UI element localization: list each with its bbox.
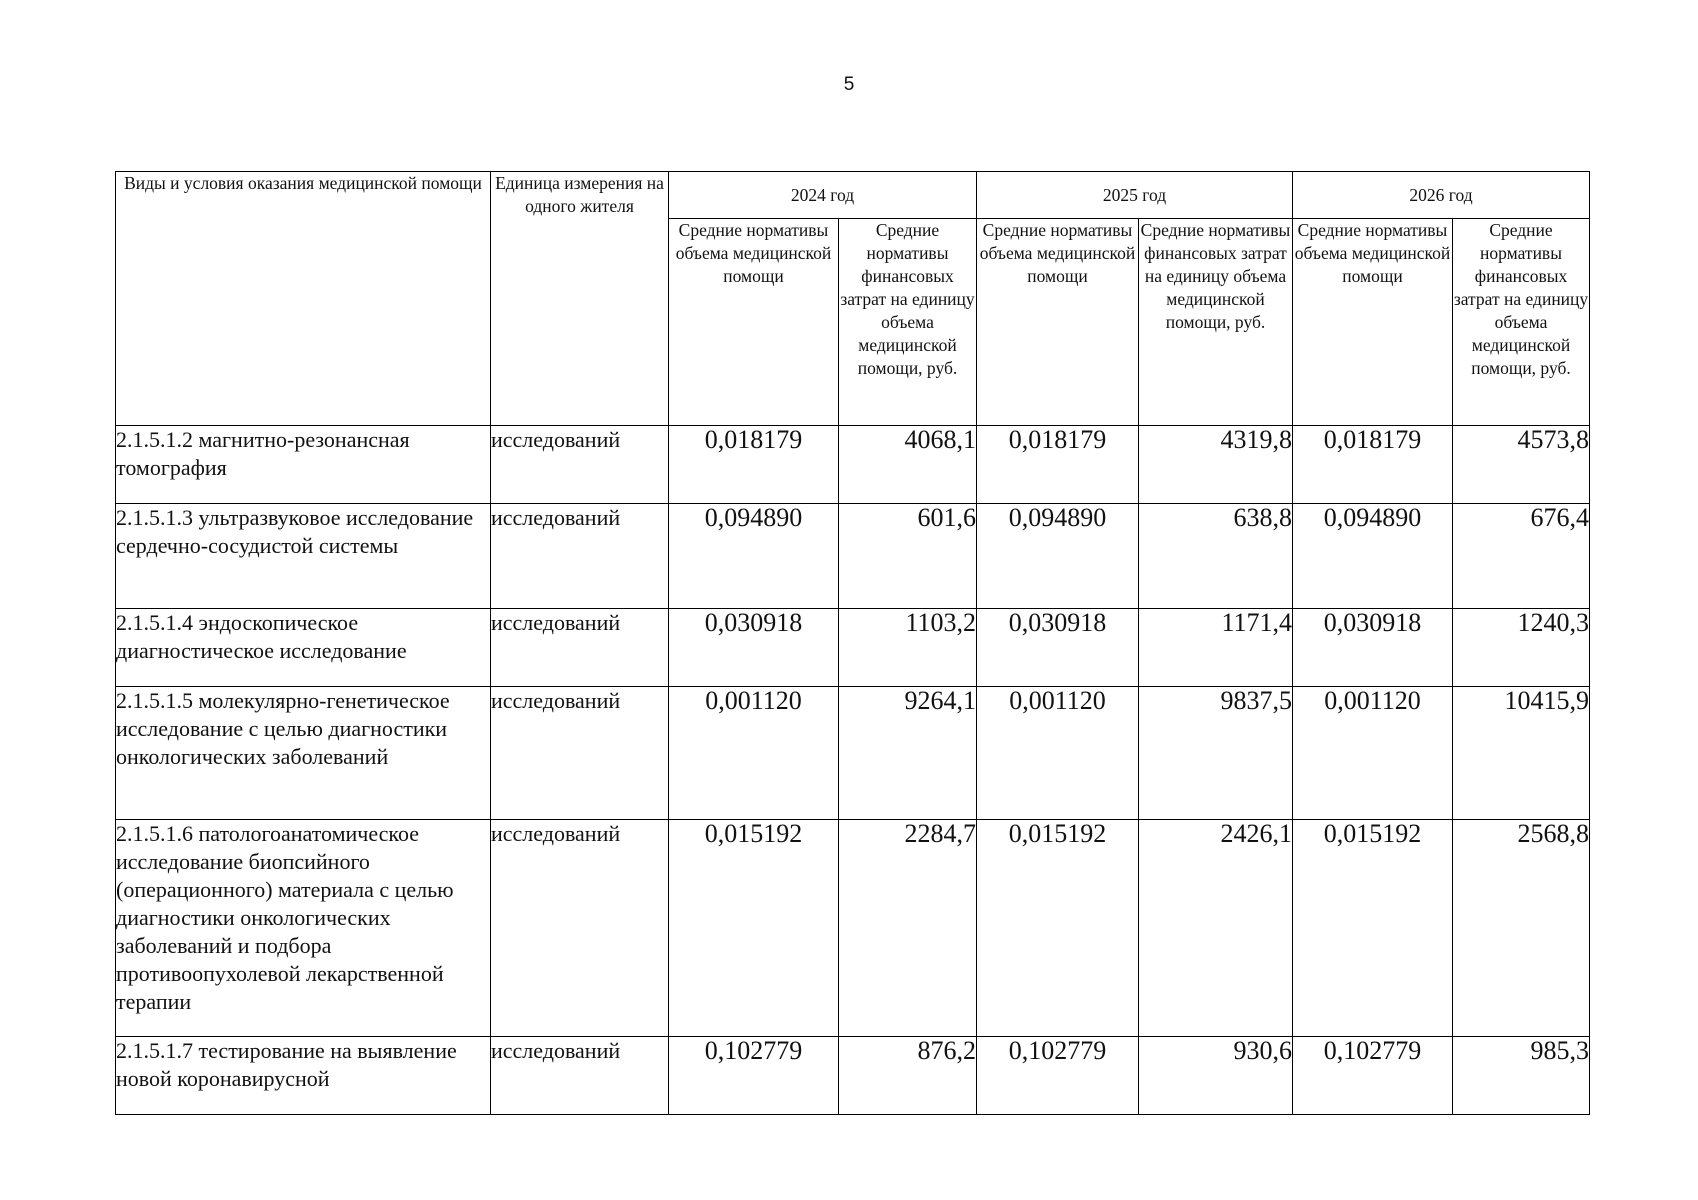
row-unit: исследований	[491, 609, 669, 687]
cost-2025: 4319,8	[1139, 426, 1293, 504]
row-unit: исследований	[491, 1037, 669, 1115]
cost-2024: 601,6	[839, 504, 977, 609]
cost-2025: 638,8	[1139, 504, 1293, 609]
volume-2025: 0,094890	[977, 504, 1139, 609]
volume-2026: 0,094890	[1293, 504, 1453, 609]
header-cost-2025: Средние нормативы финансовых затрат на единицу объема медицинской помощи, руб.	[1139, 219, 1293, 426]
volume-2024: 0,015192	[669, 820, 839, 1037]
volume-2024: 0,094890	[669, 504, 839, 609]
volume-2025: 0,015192	[977, 820, 1139, 1037]
table-row	[116, 820, 1590, 1037]
row-name: 2.1.5.1.6 патологоанатомическое исследование биопсийного (операционного) материала с целью диагностики онкологических заболеваний и подбора противоопухолевой лекарственной терапии	[116, 820, 491, 1037]
volume-2026: 0,030918	[1293, 609, 1453, 687]
cost-2025: 930,6	[1139, 1037, 1293, 1115]
row-name: 2.1.5.1.3 ультразвуковое исследование сердечно-сосудистой системы	[116, 504, 491, 609]
row-unit: исследований	[491, 504, 669, 609]
row-name: 2.1.5.1.2 магнитно-резонансная томография	[116, 426, 491, 504]
norms-table	[115, 171, 1590, 1115]
volume-2026: 0,001120	[1293, 687, 1453, 820]
cost-2024: 2284,7	[839, 820, 977, 1037]
header-unit: Единица измерения на одного жителя	[491, 172, 669, 426]
cost-2026: 2568,8	[1453, 820, 1590, 1037]
row-name: 2.1.5.1.4 эндоскопическое диагностическое исследование	[116, 609, 491, 687]
header-year-2025: 2025 год	[977, 172, 1293, 219]
table-row	[116, 504, 1590, 609]
cost-2024: 1103,2	[839, 609, 977, 687]
volume-2026: 0,102779	[1293, 1037, 1453, 1115]
volume-2025: 0,001120	[977, 687, 1139, 820]
cost-2025: 2426,1	[1139, 820, 1293, 1037]
volume-2024: 0,001120	[669, 687, 839, 820]
volume-2024: 0,102779	[669, 1037, 839, 1115]
cost-2026: 4573,8	[1453, 426, 1590, 504]
header-volume-2024: Средние нормативы объема медицинской помощи	[669, 219, 839, 426]
cost-2024: 876,2	[839, 1037, 977, 1115]
header-cost-2026: Средние нормативы финансовых затрат на единицу объема медицинской помощи, руб.	[1453, 219, 1590, 426]
cost-2026: 10415,9	[1453, 687, 1590, 820]
cost-2025: 1171,4	[1139, 609, 1293, 687]
table-row	[116, 426, 1590, 504]
row-unit: исследований	[491, 820, 669, 1037]
header-volume-2026: Средние нормативы объема медицинской помощи	[1293, 219, 1453, 426]
row-unit: исследований	[491, 687, 669, 820]
header-type: Виды и условия оказания медицинской помощи	[116, 172, 491, 426]
cost-2025: 9837,5	[1139, 687, 1293, 820]
volume-2025: 0,030918	[977, 609, 1139, 687]
volume-2025: 0,018179	[977, 426, 1139, 504]
page-number: 5	[843, 74, 855, 95]
header-volume-2025: Средние нормативы объема медицинской помощи	[977, 219, 1139, 426]
cost-2024: 9264,1	[839, 687, 977, 820]
row-unit: исследований	[491, 426, 669, 504]
cost-2024: 4068,1	[839, 426, 977, 504]
row-name: 2.1.5.1.5 молекулярно-генетическое исследование с целью диагностики онкологических заболеваний	[116, 687, 491, 820]
volume-2024: 0,030918	[669, 609, 839, 687]
header-year-2024: 2024 год	[669, 172, 977, 219]
row-name: 2.1.5.1.7 тестирование на выявление новой коронавирусной	[116, 1037, 491, 1115]
table-row	[116, 1037, 1590, 1115]
volume-2025: 0,102779	[977, 1037, 1139, 1115]
volume-2026: 0,015192	[1293, 820, 1453, 1037]
table-row	[116, 609, 1590, 687]
volume-2026: 0,018179	[1293, 426, 1453, 504]
cost-2026: 676,4	[1453, 504, 1590, 609]
cost-2026: 1240,3	[1453, 609, 1590, 687]
header-year-2026: 2026 год	[1293, 172, 1590, 219]
cost-2026: 985,3	[1453, 1037, 1590, 1115]
volume-2024: 0,018179	[669, 426, 839, 504]
header-cost-2024: Средние нормативы финансовых затрат на единицу объема медицинской помощи, руб.	[839, 219, 977, 426]
table-row	[116, 687, 1590, 820]
